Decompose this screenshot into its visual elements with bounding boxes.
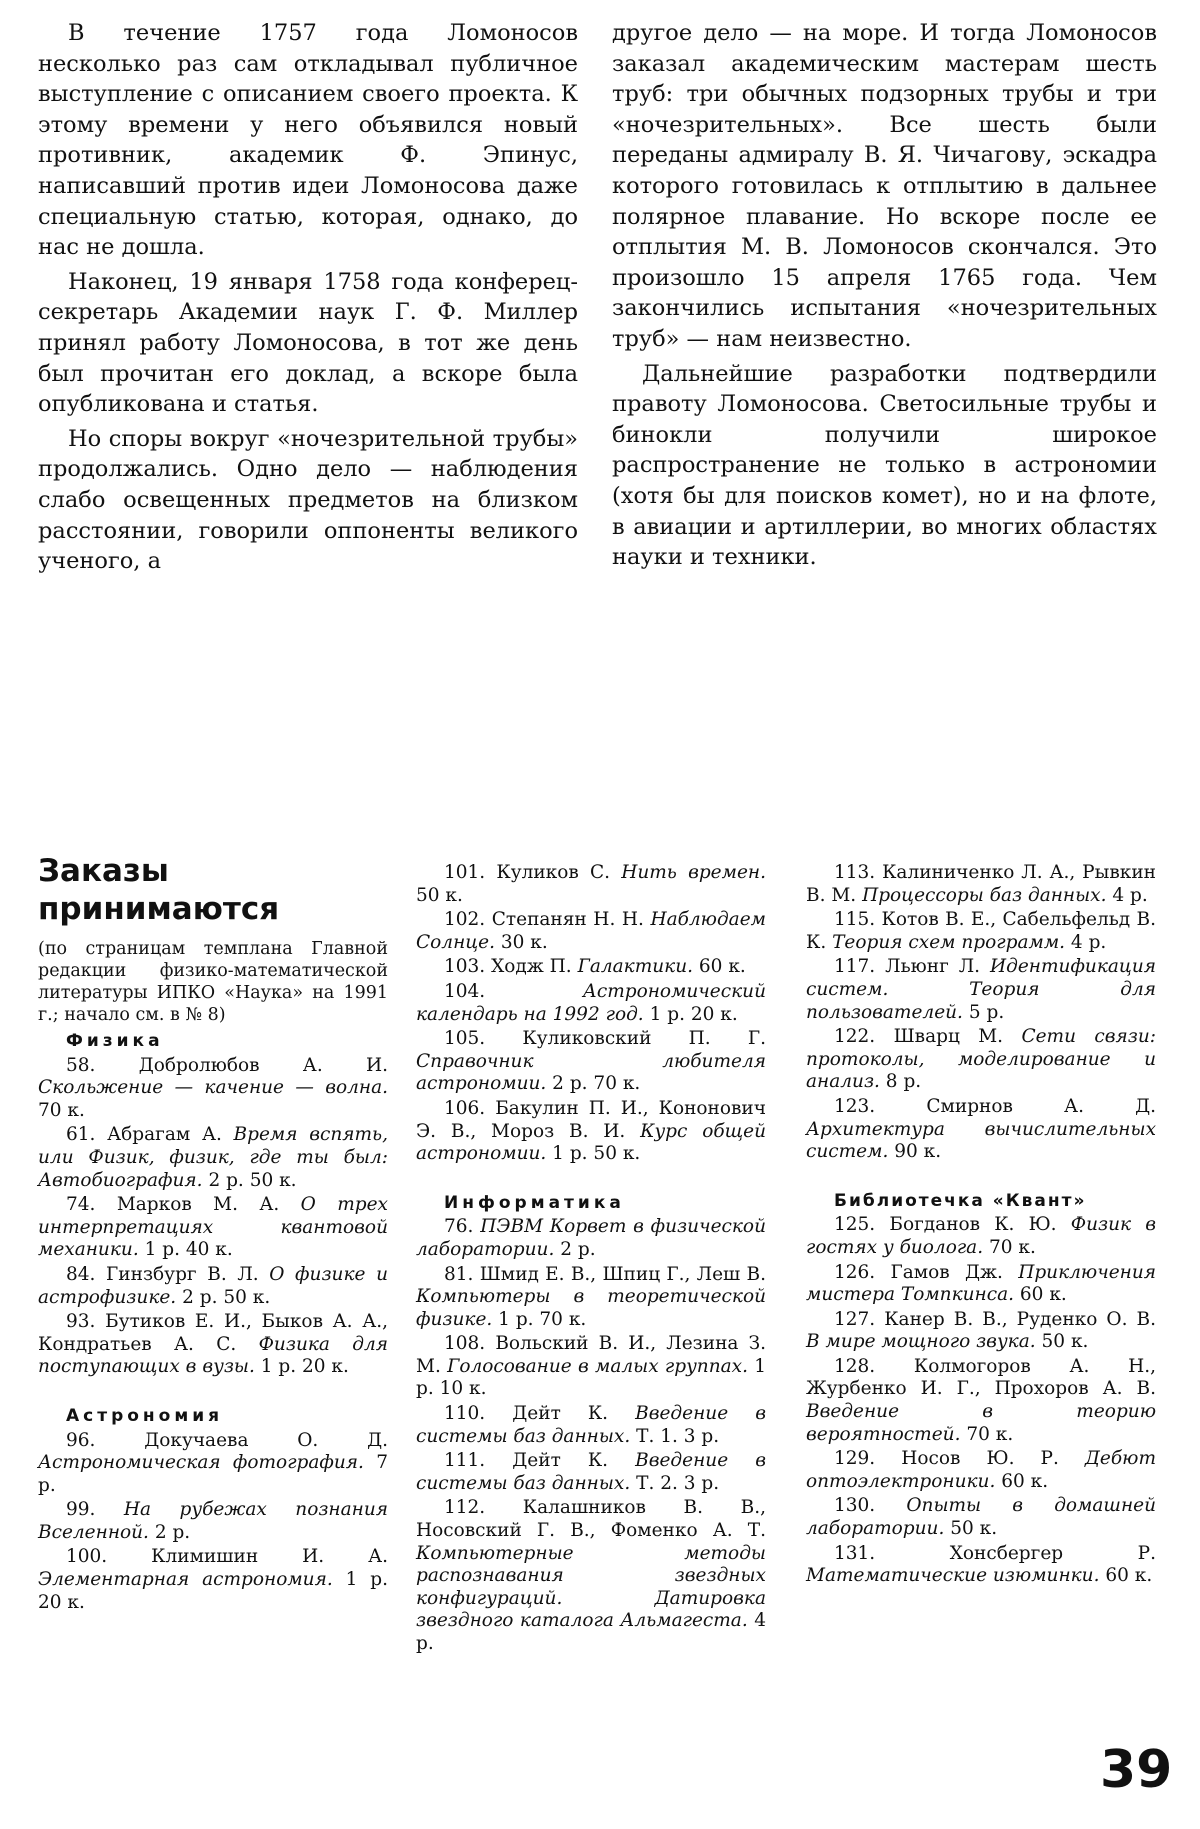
article-paragraph: Но споры вокруг «ночезрительной трубы» продолжались. Одно дело — наблюдения слабо освещенных предметов на близком расстоянии, говорили оппоненты великого ученого, а (38, 425, 578, 575)
section-heading-physics: Физика (66, 1031, 164, 1051)
catalog-entry: 126. Гамов Дж. Приключения мистера Томпкинса. 60 к. (806, 1261, 1156, 1306)
catalog-entry: 103. Ходж П. Галактики. 60 к. (444, 956, 746, 978)
catalog-entry: 117. Льюнг Л. Идентификация систем. Теория для пользователей. 5 р. (806, 956, 1156, 1023)
catalog-entry: 105. Куликовский П. Г. Справочник любителя астрономии. 2 р. 70 к. (416, 1028, 766, 1095)
section-heading-informatics: Информатика (444, 1192, 625, 1213)
section-heading-kvant: Библиотечка «Квант» (834, 1190, 1087, 1211)
catalog-entry: 113. Калиниченко Л. А., Рывкин В. М. Процессоры баз данных. 4 р. (806, 862, 1156, 906)
catalog-entry: 125. Богданов К. Ю. Физик в гостях у биолога. 70 к. (806, 1214, 1156, 1258)
catalog-entry: 76. ПЭВМ Корвет в физической лаборатории. 2 р. (416, 1216, 766, 1260)
catalog-entry: 84. Гинзбург В. Л. О физике и астрофизике. 2 р. 50 к. (38, 1263, 388, 1308)
catalog-entry: 102. Степанян Н. Н. Наблюдаем Солнце. 30 к. (416, 909, 766, 953)
catalog-entry: 58. Добролюбов А. И. Скольжение — качение — волна. 70 к. (38, 1054, 388, 1121)
page-number: 39 (1100, 1740, 1173, 1800)
section-heading-astronomy: Астрономия (66, 1405, 224, 1426)
catalog-entry: 127. Канер В. В., Руденко О. В. В мире мощного звука. 50 к. (806, 1308, 1156, 1353)
catalog-entry: 112. Калашников В. В., Носовский Г. В., Фоменко А. Т. Компьютерные методы распознавания звездных конфигураций. Датировка звездного каталога Альмагеста. 4 р. (416, 1497, 767, 1654)
article-paragraph: В течение 1757 года Ломоносов несколько раз сам откладывал публичное выступление с описанием своего проекта. К этому времени у него объявился новый противник, академик Ф. Эпинус, написавший против идеи Ломоносова даже специальную статью, которая, однако, до нас не дошла. (38, 20, 578, 261)
catalog-entry: 81. Шмид Е. В., Шпиц Г., Леш В. Компьютеры в теоретической физике. 1 р. 70 к. (416, 1263, 766, 1330)
catalog-entry: 106. Бакулин П. И., Кононович Э. В., Мороз В. И. Курс общей астрономии. 1 р. 50 к. (416, 1097, 767, 1165)
catalog-title: Заказы принимаются (38, 853, 280, 927)
catalog-entry: 96. Докучаева О. Д. Астрономическая фотография. 7 р. (38, 1429, 389, 1496)
article-paragraph: Наконец, 19 января 1758 года конферец-секретарь Академии наук Г. Ф. Миллер принял работу Ломоносова, в тот же день был прочитан его доклад, а вскоре была опубликована и статья. (38, 268, 578, 418)
catalog-entry: 104. Астрономический календарь на 1992 год. 1 р. 20 к. (416, 980, 766, 1025)
catalog-entry: 111. Дейт К. Введение в системы баз данных. Т. 2. 3 р. (416, 1450, 766, 1494)
catalog-entry: 99. На рубежах познания Вселенной. 2 р. (38, 1499, 388, 1543)
catalog-column-2 (416, 862, 766, 1656)
catalog-entry: 115. Котов В. Е., Сабельфельд В. К. Теория схем программ. 4 р. (806, 909, 1156, 953)
catalog-entry: 131. Хонсбергер Р. Математические изюминки. 60 к. (806, 1542, 1156, 1587)
catalog-entry: 130. Опыты в домашней лаборатории. 50 к. (806, 1495, 1157, 1540)
catalog-entry: 108. Вольский В. И., Лезина З. М. Голосование в малых группах. 1 р. 10 к. (416, 1333, 766, 1400)
catalog-entry: 122. Шварц М. Сети связи: протоколы, моделирование и анализ. 8 р. (806, 1026, 1157, 1093)
article-column-right (612, 18, 1157, 573)
catalog-entry: 110. Дейт К. Введение в системы баз данных. Т. 1. 3 р. (416, 1403, 766, 1447)
article-column-left (38, 18, 578, 577)
catalog-entry: 123. Смирнов А. Д. Архитектура вычислительных систем. 90 к. (806, 1095, 1156, 1163)
catalog-column-3 (806, 862, 1156, 1588)
catalog-intro: (по страницам темплана Главной редакции физико-математической литературы ИПКО «Наука» на 1991 г.; начало см. в № 8) (38, 939, 388, 1025)
article-paragraph: другое дело — на море. И тогда Ломоносов заказал академическим мастерам шесть труб: три обычных подзорных трубы и три «ночезрительных». Все шесть были переданы адмиралу В. Я. Чичагову, эскадра которого готовилась к отплытию в дальнее полярное плавание. Но вскоре после ее отплытия М. В. Ломоносов скончался. Это произошло 15 апреля 1765 года. Чем закончились испытания «ночезрительных труб» — нам неизвестно. (612, 20, 1157, 352)
article-paragraph: Дальнейшие разработки подтвердили правоту Ломоносова. Светосильные трубы и бинокли получили широкое распространение не только в астрономии (хотя бы для поисков комет), но и на флоте, в авиации и артиллерии, во многих областях науки и техники. (612, 360, 1157, 571)
catalog-entry: 61. Абрагам А. Время вспять, или Физик, физик, где ты был: Автобиография. 2 р. 50 к. (38, 1124, 388, 1191)
catalog-entry: 101. Куликов С. Нить времен. 50 к. (416, 862, 766, 906)
catalog-column-1 (38, 852, 388, 1614)
catalog-entry: 74. Марков М. А. О трех интерпретациях квантовой механики. 1 р. 40 к. (38, 1194, 388, 1261)
catalog-entry: 100. Климишин И. А. Элементарная астрономия. 1 р. 20 к. (38, 1546, 388, 1613)
catalog-entry: 93. Бутиков Е. И., Быков А. А., Кондратьев А. С. Физика для поступающих в вузы. 1 р. 20 к. (38, 1311, 388, 1378)
catalog-entry: 129. Носов Ю. Р. Дебют оптоэлектроники. 60 к. (806, 1448, 1156, 1492)
catalog-entry: 128. Колмогоров А. Н., Журбенко И. Г., Прохоров А. В. Введение в теорию вероятностей. 70 к. (806, 1355, 1156, 1445)
